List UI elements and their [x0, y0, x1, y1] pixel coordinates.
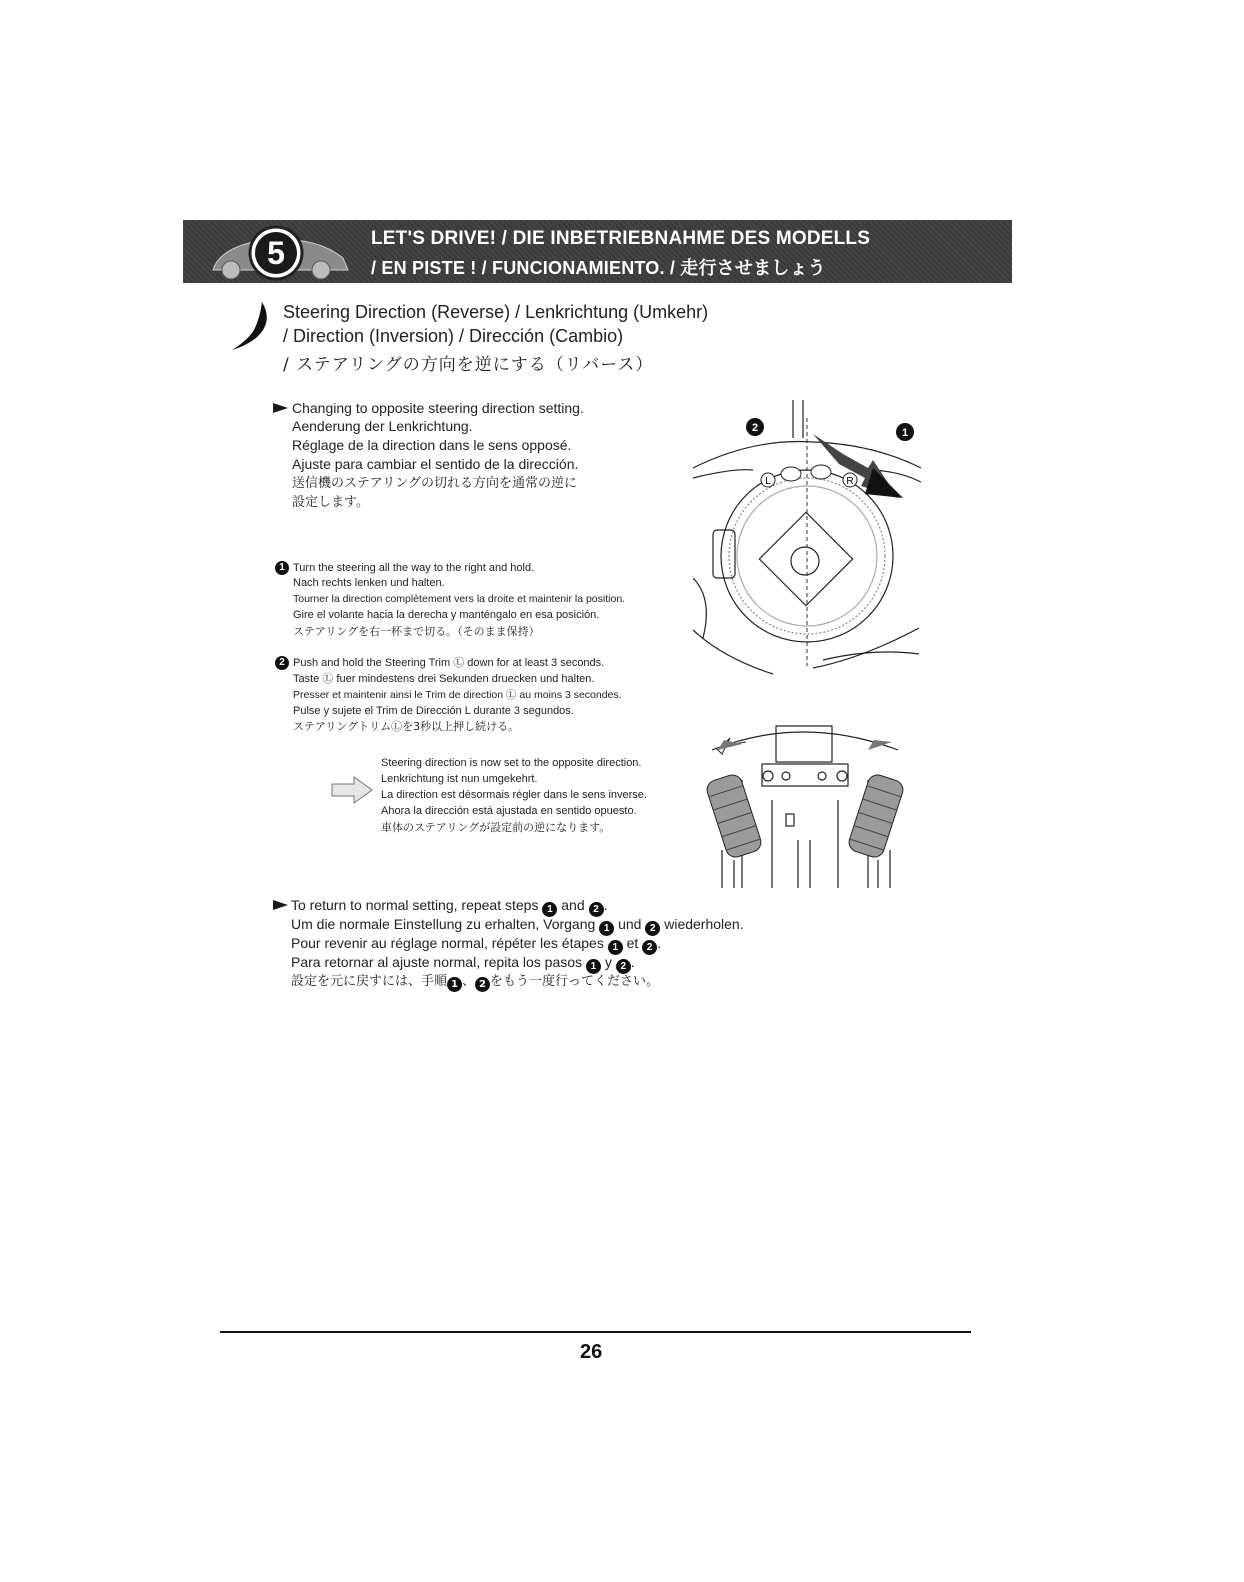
return-line: 設定を元に戻すには、手順 1 、 2 をもう一度行ってください。 [291, 974, 660, 990]
step2-inline-badge: 2 [589, 902, 604, 917]
step2-line: Push and hold the Steering Trim Ⓛ down for at least 3 seconds. [293, 657, 605, 669]
intro-line: 送信機のステアリングの切れる方向を通常の逆に [292, 476, 577, 491]
section-number: 5 [267, 235, 285, 271]
car-emblem-icon [183, 220, 353, 283]
result-arrow-icon [330, 775, 376, 805]
trim-left-label: L [765, 476, 771, 487]
step1-inline-badge: 1 [599, 921, 614, 936]
step1-line: Gire el volante hacia la derecha y manténgalo en esa posición. [293, 609, 600, 621]
result-line: La direction est désormais régler dans le sens inverse. [381, 789, 647, 801]
section-title-line3: / ステアリングの方向を逆にする（リバース） [283, 355, 654, 375]
trim-right-label: R [846, 476, 854, 487]
intro-line: Aenderung der Lenkrichtung. [292, 418, 473, 434]
step2-line: ステアリングトリムⓁを3秒以上押し続ける。 [293, 720, 520, 733]
step1-inline-badge: 1 [542, 902, 557, 917]
callout-2-label: 2 [751, 422, 759, 434]
return-line: To return to normal setting, repeat steps 1 and 2 . [291, 897, 608, 915]
return-line: Pour revenir au réglage normal, répéter les étapes 1 et 2 . [291, 935, 662, 953]
swoosh-icon [228, 300, 276, 352]
intro-line: 設定します。 [292, 495, 369, 510]
section-title-line2: / Direction (Inversion) / Dirección (Cambio) [283, 326, 624, 346]
intro-line: Ajuste para cambiar el sentido de la dirección. [292, 456, 579, 472]
footer-rule [220, 1331, 971, 1333]
section-title-line1: Steering Direction (Reverse) / Lenkrichtung (Umkehr) [283, 302, 709, 322]
page-number: 26 [580, 1341, 603, 1363]
step1-inline-badge: 1 [447, 977, 462, 992]
intro-line: Changing to opposite steering direction setting. [292, 400, 584, 416]
result-line: 車体のステアリングが設定前の逆になります。 [381, 821, 611, 834]
bullet-arrow-icon [273, 900, 288, 910]
step2-line: Taste Ⓛ fuer mindestens drei Sekunden druecken und halten. [293, 673, 595, 685]
step1-number-badge: 1 [275, 561, 289, 575]
step1-line: ステアリングを右一杯まで切る。（そのまま保持） [293, 625, 540, 638]
result-line: Ahora la dirección está ajustada en sentido opuesto. [381, 805, 637, 817]
return-line: Para retornar al ajuste normal, repita los pasos 1 y 2 . [291, 954, 635, 972]
return-line: Um die normale Einstellung zu erhalten, Vorgang 1 und 2 wiederholen. [291, 916, 744, 934]
transmitter-illustration [693, 398, 923, 690]
step2-inline-badge: 2 [642, 940, 657, 955]
step1-inline-badge: 1 [586, 959, 601, 974]
step2-line: Presser et maintenir ainsi le Trim de direction Ⓛ au moins 3 secondes. [293, 689, 622, 701]
header-title-line1: LET'S DRIVE! / DIE INBETRIEBNAHME DES MODELLS [371, 228, 871, 249]
step1-inline-badge: 1 [608, 940, 623, 955]
bullet-arrow-icon [273, 403, 288, 413]
step1-line: Turn the steering all the way to the right and hold. [293, 562, 535, 574]
step2-inline-badge: 2 [475, 977, 490, 992]
step1-line: Nach rechts lenken und halten. [293, 577, 445, 589]
header-title-line2: / EN PISTE ! / FUNCIONAMIENTO. / 走行させましょう [371, 258, 826, 278]
callout-1-label: 1 [901, 427, 909, 439]
section-header-banner [183, 220, 1012, 283]
step1-line: Tourner la direction complètement vers la droite et maintenir la position. [293, 593, 626, 605]
result-line: Lenkrichtung ist nun umgekehrt. [381, 773, 538, 785]
chassis-illustration [702, 720, 908, 890]
step2-line: Pulse y sujete el Trim de Dirección L durante 3 segundos. [293, 705, 574, 717]
result-line: Steering direction is now set to the opposite direction. [381, 757, 642, 769]
step2-number-badge: 2 [275, 656, 289, 670]
step2-inline-badge: 2 [616, 959, 631, 974]
step2-inline-badge: 2 [645, 921, 660, 936]
intro-line: Réglage de la direction dans le sens opposé. [292, 437, 572, 453]
